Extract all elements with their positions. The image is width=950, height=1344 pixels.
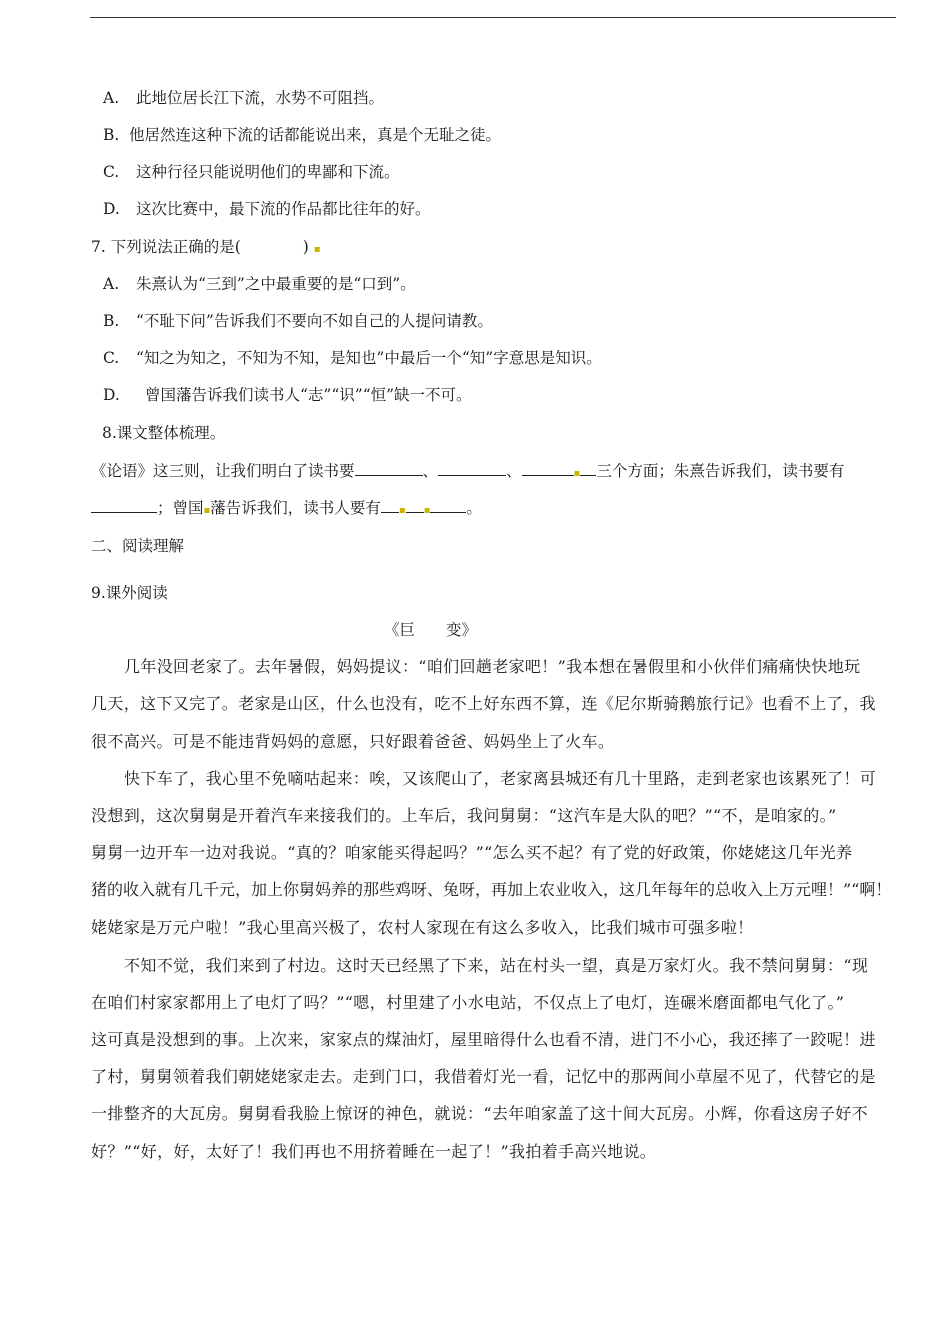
blank-4 [91,498,157,513]
q6-option-a: A. 此地位居长江下流，水势不可阻挡。 [103,89,385,107]
passage-line: 舅舅一边开车一边对我说。“真的？咱家能买得起吗？”“怎么买不起？有了党的好政策，你姥姥这几年光养 [91,843,853,862]
q7-stem: 7. 下列说法正确的是( ) ▪ [91,238,321,256]
passage-line: 这可真是没想到的事。上次来，家家点的煤油灯，屋里暗得什么也看不清，进门不小心，我还摔了一跤呢！进 [91,1030,876,1049]
q9-stem: 9.课外阅读 [91,584,168,602]
passage-line: 几年没回老家了。去年暑假，妈妈提议：“咱们回趟老家吧！”我本想在暑假里和小伙伴们痛痛快快地玩 [124,657,861,676]
passage-line: 了村，舅舅领着我们朝姥姥家走去。走到门口，我借着灯光一看，记忆中的那两间小草屋不见了，代替它的是 [91,1067,876,1086]
passage-line: 一排整齐的大瓦房。舅舅看我脸上惊讶的神色，就说：“去年咱家盖了这十间大瓦房。小辉，你看这房子好不 [91,1104,868,1123]
q6-option-c: C. 这种行径只能说明他们的卑鄙和下流。 [103,163,400,181]
passage-line: 几天，这下又完了。老家是山区，什么也没有，吃不上好东西不算，连《尼尔斯骑鹅旅行记》也看不上了，我 [91,694,876,713]
q7-option-d: D. 曾国藩告诉我们读书人“志”“识”“恒”缺一不可。 [103,386,472,404]
passage-line: 很不高兴。可是不能违背妈妈的意愿，只好跟着爸爸、妈妈坐上了火车。 [91,732,615,751]
passage-line: 没想到，这次舅舅是开着汽车来接我们的。上车后，我问舅舅：“这汽车是大队的吧？”“不，是咱家的。” [91,806,837,825]
passage-line: 姥姥家是万元户啦！”我心里高兴极了，农村人家现在有这么多收入，比我们城市可强多啦！ [91,918,754,937]
blank-3 [522,461,574,476]
q8-fill-line-2: ；曾国▪藩告诉我们，读书人要有 ▪ ▪ 。 [91,498,482,521]
q8-stem: 8.课文整体梳理。 [102,424,226,442]
passage-line: 快下车了，我心里不免嘀咕起来：唉，又该爬山了，老家离县城还有几十里路，走到老家也该累死了！可 [124,769,877,788]
header-rule [90,17,896,18]
passage-line: 在咱们村家家都用上了电灯了吗？”“嗯，村里建了小水电站，不仅点上了电灯，连碾米磨面都电气化了。” [91,993,845,1012]
blank-1 [355,461,423,476]
passage-line: 不知不觉，我们来到了村边。这时天已经黑了下来，站在村头一望，真是万家灯火。我不禁问舅舅：“现 [124,956,869,975]
q7-option-c: C. “知之为知之，不知为不知，是知也”中最后一个“知”字意思是知识。 [103,349,602,367]
section-heading: 二、阅读理解 [91,537,185,555]
q7-option-a: A. 朱熹认为“三到”之中最重要的是“口到”。 [103,275,416,293]
passage-line: 好？”“好，好，太好了！我们再也不用挤着睡在一起了！”我拍着手高兴地说。 [91,1142,657,1161]
q6-option-b: B. 他居然连这种下流的话都能说出来，真是个无耻之徒。 [103,126,502,144]
q7-option-b: B. “不耻下问”告诉我们不要向不如自己的人提问请教。 [103,312,493,330]
passage-line: 猪的收入就有几千元，加上你舅妈养的那些鸡呀、兔呀，再加上农业收入，这几年每年的总收入上万元哩！”“啊！ [91,880,892,899]
blank-5 [381,498,399,513]
blank-2 [438,461,506,476]
passage-title: 《巨 变》 [384,621,478,639]
q8-fill-line-1: 《论语》这三则，让我们明白了读书要 、 、 ▪ 三个方面；朱熹告诉我们，读书要有 [91,462,845,480]
q6-option-d: D. 这次比赛中，最下流的作品都比往年的好。 [103,200,431,218]
